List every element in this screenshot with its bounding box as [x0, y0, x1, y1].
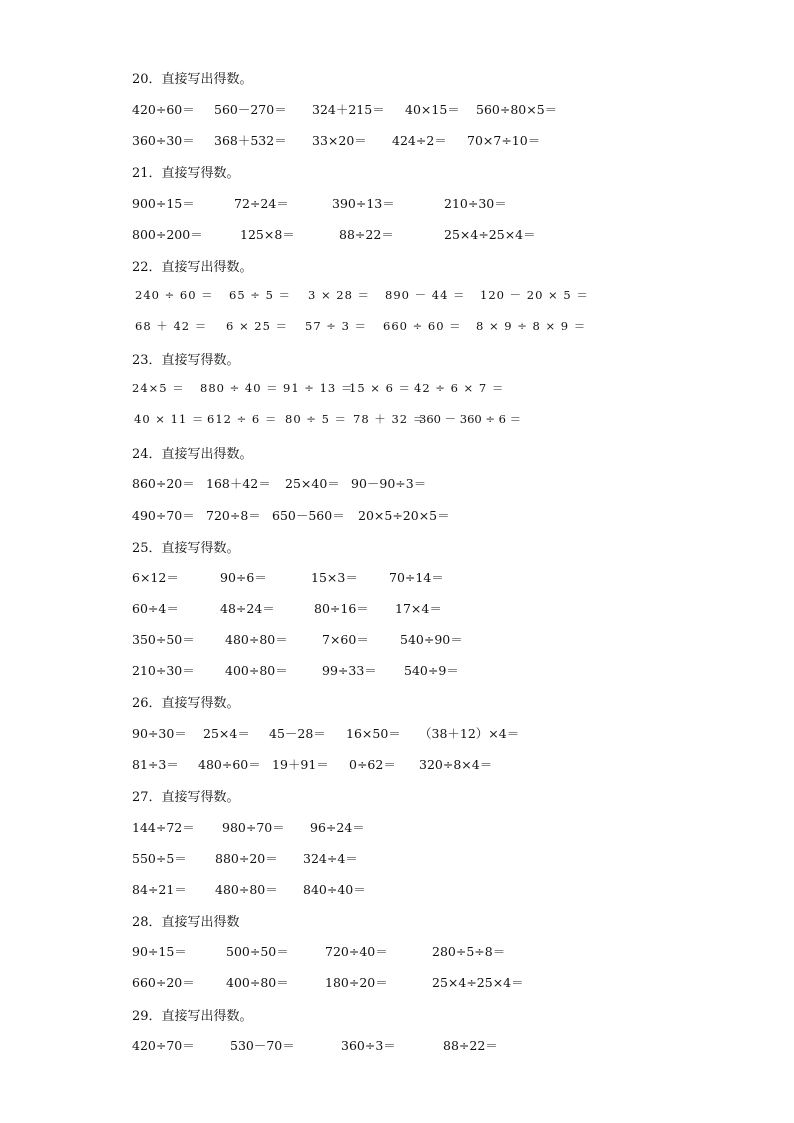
math-expression: 88÷22＝ — [339, 227, 394, 242]
math-expression: 60÷4＝ — [132, 601, 179, 616]
problem-heading: 29．直接写出得数。 — [132, 1009, 253, 1024]
math-expression: 65 ÷ 5 ＝ — [229, 288, 292, 302]
math-expression: 480÷80＝ — [215, 882, 278, 897]
math-expression: 33×20＝ — [312, 133, 367, 148]
math-expression: 360÷30＝ — [132, 133, 195, 148]
math-expression: 500÷50＝ — [226, 944, 289, 959]
math-expression: 880 ÷ 40 ＝ — [200, 381, 279, 395]
math-expression: 480÷80＝ — [225, 632, 288, 647]
math-expression: 360÷3＝ — [341, 1038, 396, 1053]
math-expression: 45－28＝ — [269, 726, 326, 741]
math-expression: 880÷20＝ — [215, 851, 278, 866]
math-expression: 40×15＝ — [405, 102, 460, 117]
math-expression: 560－270＝ — [214, 102, 287, 117]
math-expression: 25×4÷25×4＝ — [432, 975, 524, 990]
math-expression: 840÷40＝ — [303, 882, 366, 897]
problem-heading: 28．直接写出得数 — [132, 915, 240, 930]
math-expression: 90÷30＝ — [132, 726, 187, 741]
math-expression: 6×12＝ — [132, 570, 179, 585]
math-expression: 70÷14＝ — [389, 570, 444, 585]
math-expression: 424÷2＝ — [392, 133, 447, 148]
math-expression: 25×4＝ — [203, 726, 250, 741]
problem-heading: 26．直接写得数。 — [132, 696, 240, 711]
math-expression: 210÷30＝ — [444, 196, 507, 211]
math-expression: 7×60＝ — [322, 632, 369, 647]
problem-heading: 20．直接写出得数。 — [132, 72, 253, 87]
math-expression: 16×50＝ — [346, 726, 401, 741]
math-expression: 120 － 20 × 5 ＝ — [480, 288, 589, 302]
math-expression: 320÷8×4＝ — [419, 757, 493, 772]
math-expression: 860÷20＝ — [132, 476, 195, 491]
math-expression: 560÷80×5＝ — [476, 102, 558, 117]
math-expression: 8 × 9 ÷ 8 × 9 ＝ — [476, 319, 587, 333]
math-expression: 3 × 28 ＝ — [308, 288, 371, 302]
math-expression: 550÷5＝ — [132, 851, 187, 866]
problem-heading: 21．直接写得数。 — [132, 166, 240, 181]
math-expression: 900÷15＝ — [132, 196, 195, 211]
problem-heading: 24．直接写出得数。 — [132, 447, 253, 462]
math-expression: 720÷8＝ — [206, 508, 261, 523]
math-expression: 490÷70＝ — [132, 508, 195, 523]
math-expression: 420÷70＝ — [132, 1038, 195, 1053]
math-expression: 280÷5÷8＝ — [432, 944, 506, 959]
math-expression: 540÷90＝ — [400, 632, 463, 647]
math-expression: 540÷9＝ — [404, 663, 459, 678]
math-expression: 350÷50＝ — [132, 632, 195, 647]
problem-heading: 27．直接写得数。 — [132, 790, 240, 805]
math-expression: （38＋12）×4＝ — [419, 726, 520, 741]
math-expression: 81÷3＝ — [132, 757, 179, 772]
math-expression: 612 ÷ 6 ＝ — [207, 412, 278, 426]
math-expression: 0÷62＝ — [349, 757, 396, 772]
problem-heading: 25．直接写得数。 — [132, 541, 240, 556]
math-expression: 390÷13＝ — [332, 196, 395, 211]
math-expression: 530－70＝ — [230, 1038, 295, 1053]
math-expression: 125×8＝ — [240, 227, 295, 242]
math-expression: 890 － 44 ＝ — [385, 288, 466, 302]
math-expression: 720÷40＝ — [325, 944, 388, 959]
math-expression: 48÷24＝ — [220, 601, 275, 616]
math-expression: 650－560＝ — [272, 508, 345, 523]
math-expression: 980÷70＝ — [222, 820, 285, 835]
problem-heading: 22．直接写出得数。 — [132, 260, 253, 275]
math-expression: 168＋42＝ — [206, 476, 271, 491]
math-expression: 90÷15＝ — [132, 944, 187, 959]
math-expression: 96÷24＝ — [310, 820, 365, 835]
math-expression: 72÷24＝ — [234, 196, 289, 211]
math-expression: 17×4＝ — [395, 601, 442, 616]
math-expression: 80÷16＝ — [314, 601, 369, 616]
math-expression: 480÷60＝ — [198, 757, 261, 772]
math-expression: 90÷6＝ — [220, 570, 267, 585]
math-expression: 324÷4＝ — [303, 851, 358, 866]
problem-heading: 23．直接写得数。 — [132, 353, 240, 368]
math-expression: 400÷80＝ — [226, 975, 289, 990]
math-expression: 90－90÷3＝ — [351, 476, 427, 491]
math-expression: 20×5÷20×5＝ — [358, 508, 450, 523]
math-expression: 660 ÷ 60 ＝ — [383, 319, 462, 333]
math-expression: 25×40＝ — [285, 476, 340, 491]
math-expression: 400÷80＝ — [225, 663, 288, 678]
math-expression: 368＋532＝ — [214, 133, 287, 148]
math-expression: 25×4÷25×4＝ — [444, 227, 536, 242]
math-expression: 40 × 11 ＝ — [134, 412, 205, 426]
math-expression: 24×5 ＝ — [132, 381, 185, 395]
math-expression: 15 × 6 ＝ — [349, 381, 412, 395]
math-expression: 78 ＋ 32 ＝ — [353, 412, 426, 426]
math-expression: 420÷60＝ — [132, 102, 195, 117]
math-expression: 240 ÷ 60 ＝ — [135, 288, 214, 302]
math-expression: 360 － 360 ÷ 6 ＝ — [419, 412, 522, 426]
math-expression: 210÷30＝ — [132, 663, 195, 678]
math-expression: 68 ＋ 42 ＝ — [135, 319, 208, 333]
math-expression: 70×7÷10＝ — [467, 133, 541, 148]
math-expression: 15×3＝ — [311, 570, 358, 585]
math-expression: 19＋91＝ — [272, 757, 329, 772]
math-expression: 42 ÷ 6 × 7 ＝ — [414, 381, 505, 395]
math-expression: 180÷20＝ — [325, 975, 388, 990]
math-expression: 144÷72＝ — [132, 820, 195, 835]
math-expression: 99÷33＝ — [322, 663, 377, 678]
math-expression: 660÷20＝ — [132, 975, 195, 990]
math-expression: 84÷21＝ — [132, 882, 187, 897]
math-expression: 6 × 25 ＝ — [226, 319, 289, 333]
math-expression: 80 ÷ 5 ＝ — [285, 412, 348, 426]
math-expression: 57 ÷ 3 ＝ — [305, 319, 368, 333]
math-expression: 88÷22＝ — [443, 1038, 498, 1053]
math-expression: 800÷200＝ — [132, 227, 203, 242]
math-expression: 324＋215＝ — [312, 102, 385, 117]
math-expression: 91 ÷ 13 ＝ — [283, 381, 354, 395]
